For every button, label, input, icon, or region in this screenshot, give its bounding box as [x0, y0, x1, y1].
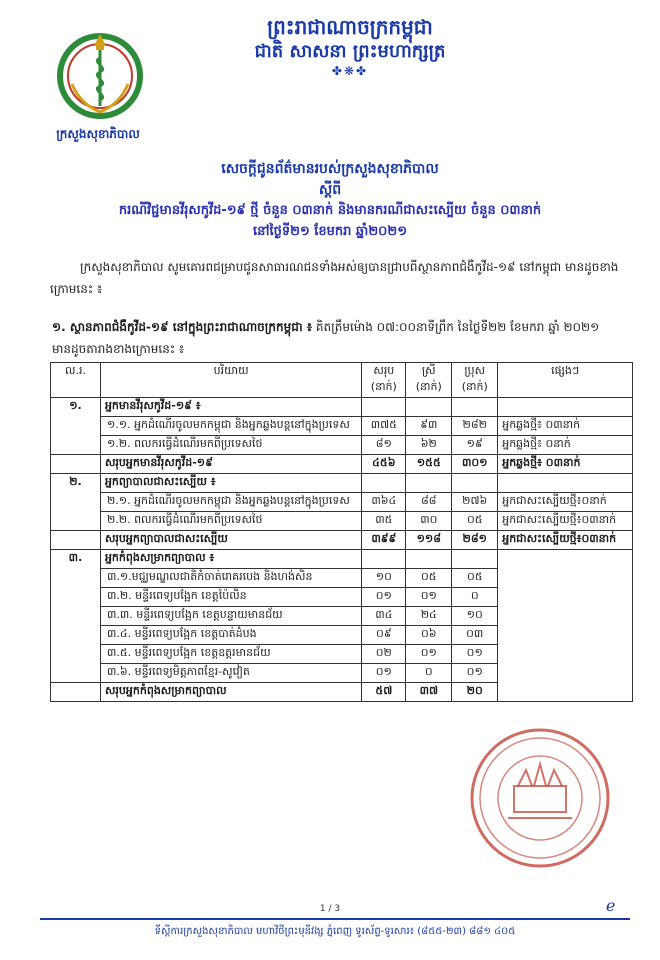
header-other: ផ្សេងៗ: [498, 363, 633, 398]
row-male: ០: [452, 588, 498, 607]
title-line3: ករណីវិជ្ជមានវីរុសកូវីដ-១៩ ថ្មី ចំនួន ០៣នាក់ និងមានករណីជាសះស្បើយ ចំនួន ០៣នាក់: [118, 203, 542, 218]
total-other: អ្នកឆ្លងថ្មី៖ ០៣នាក់: [498, 455, 633, 474]
row-desc: ៣.៣. មន្ទីរពេទ្យបង្អែក ខេត្តបន្ទាយមានជ័យ: [100, 607, 361, 626]
row-male: ១៩: [452, 436, 498, 455]
row-male: ០៥: [452, 569, 498, 588]
ministry-name: ក្រសួងសុខាភិបាល: [56, 127, 140, 141]
document-title: [20, 158, 640, 242]
header-male: ប្រុស (នាក់): [452, 363, 498, 398]
total-desc: សរុបអ្នកមានវីរុសកូវីដ-១៩: [100, 455, 361, 474]
title-line2: ស្តីពី: [318, 182, 342, 198]
header-total: សរុប (នាក់): [362, 363, 406, 398]
row-desc: ៣.៦. មន្ទីរពេទ្យមិត្តភាពខ្មែរ-សូវៀត: [100, 664, 361, 683]
section-1: [52, 316, 622, 360]
signature-mark: ℯ: [606, 896, 616, 915]
row-male: ២៧៦: [452, 493, 498, 512]
group-title: អ្នកមានវីរុសកូវីដ-១៩ ៖: [100, 398, 361, 417]
row-female: ០១: [406, 588, 452, 607]
total-female: ៣៧: [406, 683, 452, 702]
row-female: ០: [406, 664, 452, 683]
row-female: ៩៣: [406, 417, 452, 436]
total-male: ៣០១: [452, 455, 498, 474]
row-desc: ៣.១.មជ្ឈមណ្ឌលជាតិកំចាត់រោគរបេង និងហង់សិន: [100, 569, 361, 588]
total-female: ១១៨: [406, 531, 452, 550]
row-other: អ្នកជាសះស្បើយថ្មី៖០នាក់: [498, 493, 633, 512]
table-row: [51, 474, 633, 493]
section-text: គិតត្រឹមម៉ោង ០៧:០០នាទីព្រឹក នៃថ្ងៃទី២២ ខែមករា ឆ្នាំ ២០២១ មានដូចតារាងខាងក្រោមនេះ ៖: [52, 320, 600, 356]
group-no: ៣.: [51, 550, 101, 683]
row-female: ៨៨: [406, 493, 452, 512]
row-female: ០៦: [406, 626, 452, 645]
page-number: 1 / 3: [319, 904, 341, 914]
row-desc: ៣.២. មន្ទីរពេទ្យបង្អែក ខេត្តប៉ៃលិន: [100, 588, 361, 607]
total-total: ៥៧: [362, 683, 406, 702]
title-line4: នៅថ្ងៃទី២១ ខែមករា ឆ្នាំ២០២១: [252, 224, 408, 239]
group-title: អ្នកកំពុងសម្រាកព្យាបាល ៖: [100, 550, 361, 569]
group-no: ១.: [51, 398, 101, 455]
table-row: [51, 493, 633, 512]
table-row: [51, 417, 633, 436]
row-total: ០៩: [362, 626, 406, 645]
group-title: អ្នកព្យាបាលជាសះស្បើយ ៖: [100, 474, 361, 493]
row-other: អ្នកជាសះស្បើយថ្មី៖០៣នាក់: [498, 512, 633, 531]
kingdom-header: [220, 14, 480, 78]
covid-table: [50, 362, 633, 702]
table-row: [51, 550, 633, 569]
row-total: ៣៥: [362, 512, 406, 531]
row-desc: ៣.៤. មន្ទីរពេទ្យបង្អែក ខេត្តបាត់ដំបង: [100, 626, 361, 645]
row-other: អ្នកឆ្លងថ្មី៖ ០នាក់: [498, 436, 633, 455]
table-row: [51, 436, 633, 455]
table-total-row: [51, 455, 633, 474]
row-male: ២៨២: [452, 417, 498, 436]
row-male: ០១: [452, 664, 498, 683]
row-male: ១០: [452, 607, 498, 626]
table-row: [51, 398, 633, 417]
row-total: ៨១: [362, 436, 406, 455]
row-total: ១០: [362, 569, 406, 588]
kingdom-line1: ព្រះរាជាណាចក្រកម្ពុជា: [267, 15, 433, 39]
row-total: ០២: [362, 645, 406, 664]
row-male: ០៣: [452, 626, 498, 645]
row-female: ០៥: [406, 569, 452, 588]
row-total: ០១: [362, 588, 406, 607]
section-heading: ១. ស្ថានភាពជំងឺកូវីដ-១៩ នៅក្នុងព្រះរាជាណាចក្រកម្ពុជា ៖: [52, 320, 313, 334]
title-line1: សេចក្តីជូនព័ត៌មានរបស់ក្រសួងសុខាភិបាល: [221, 161, 439, 177]
row-female: ០១: [406, 645, 452, 664]
table-total-row: [51, 531, 633, 550]
footer-divider: [40, 918, 630, 920]
total-female: ១៥៥: [406, 455, 452, 474]
row-other: អ្នកឆ្លងថ្មី៖ ០៣នាក់: [498, 417, 633, 436]
row-desc: ១.២. ពលករធ្វើដំណើរមកពីប្រទេសថៃ: [100, 436, 361, 455]
row-total: ៣៧៥: [362, 417, 406, 436]
header-no: ល.រ.: [51, 363, 101, 398]
header-female: ស្រី (នាក់): [406, 363, 452, 398]
total-total: ៤៥៦: [362, 455, 406, 474]
row-male: ០៥: [452, 512, 498, 531]
footer-address: ទីស្តីការក្រសួងសុខាភិបាល មហាវិថីព្រះមុនីវង្ស ភ្នំពេញ ទូរស័ព្ទ-ទូរសារ៖ (៨៥៥-២៣) ៨៨១ ៤០៥: [154, 926, 516, 937]
total-male: ២០: [452, 683, 498, 702]
total-total: ៣៩៩: [362, 531, 406, 550]
intro-paragraph: ក្រសួងសុខាភិបាល សូមគោរពជម្រាបជូនសាធារណជនទាំងអស់ឲ្យបានជ្រាបពីស្ថានភាពជំងឺកូវីដ-១៩ នៅកម្ពុជា មានដូចខាងក្រោមនេះ ៖: [50, 260, 619, 296]
row-desc: ៣.៥. មន្ទីរពេទ្យបង្អែក ខេត្តឧត្តរមានជ័យ: [100, 645, 361, 664]
seal-stamp-icon: [468, 726, 612, 870]
table-header-row: [51, 363, 633, 398]
total-desc: សរុបអ្នកព្យាបាលជាសះស្បើយ: [100, 531, 361, 550]
row-desc: ១.១. អ្នកដំណើរចូលមកកម្ពុជា និងអ្នកឆ្លងបន្តនៅក្នុងប្រទេស: [100, 417, 361, 436]
row-female: ៣០: [406, 512, 452, 531]
ministry-logo-icon: [50, 24, 150, 124]
row-total: ៣៦៤: [362, 493, 406, 512]
row-female: ២៤: [406, 607, 452, 626]
row-total: ៣៤: [362, 607, 406, 626]
ornament: ✤❋✤: [331, 64, 369, 78]
row-desc: ២.១. អ្នកដំណើរចូលមកកម្ពុជា និងអ្នកឆ្លងបន្តនៅក្នុងប្រទេស: [100, 493, 361, 512]
row-total: ០១: [362, 664, 406, 683]
row-male: ០១: [452, 645, 498, 664]
row-female: ៦២: [406, 436, 452, 455]
group-no: ២.: [51, 474, 101, 531]
table-row: [51, 512, 633, 531]
total-desc: សរុបអ្នកកំពុងសម្រាកព្យាបាល: [100, 683, 361, 702]
total-other: អ្នកជាសះស្បើយថ្មី៖០៣នាក់: [498, 531, 633, 550]
header-desc: បរិយាយ: [100, 363, 361, 398]
kingdom-line2: ជាតិ សាសនា ព្រះមហាក្សត្រ: [254, 41, 446, 62]
row-desc: ២.២. ពលករធ្វើដំណើរមកពីប្រទេសថៃ: [100, 512, 361, 531]
total-male: ២៨១: [452, 531, 498, 550]
